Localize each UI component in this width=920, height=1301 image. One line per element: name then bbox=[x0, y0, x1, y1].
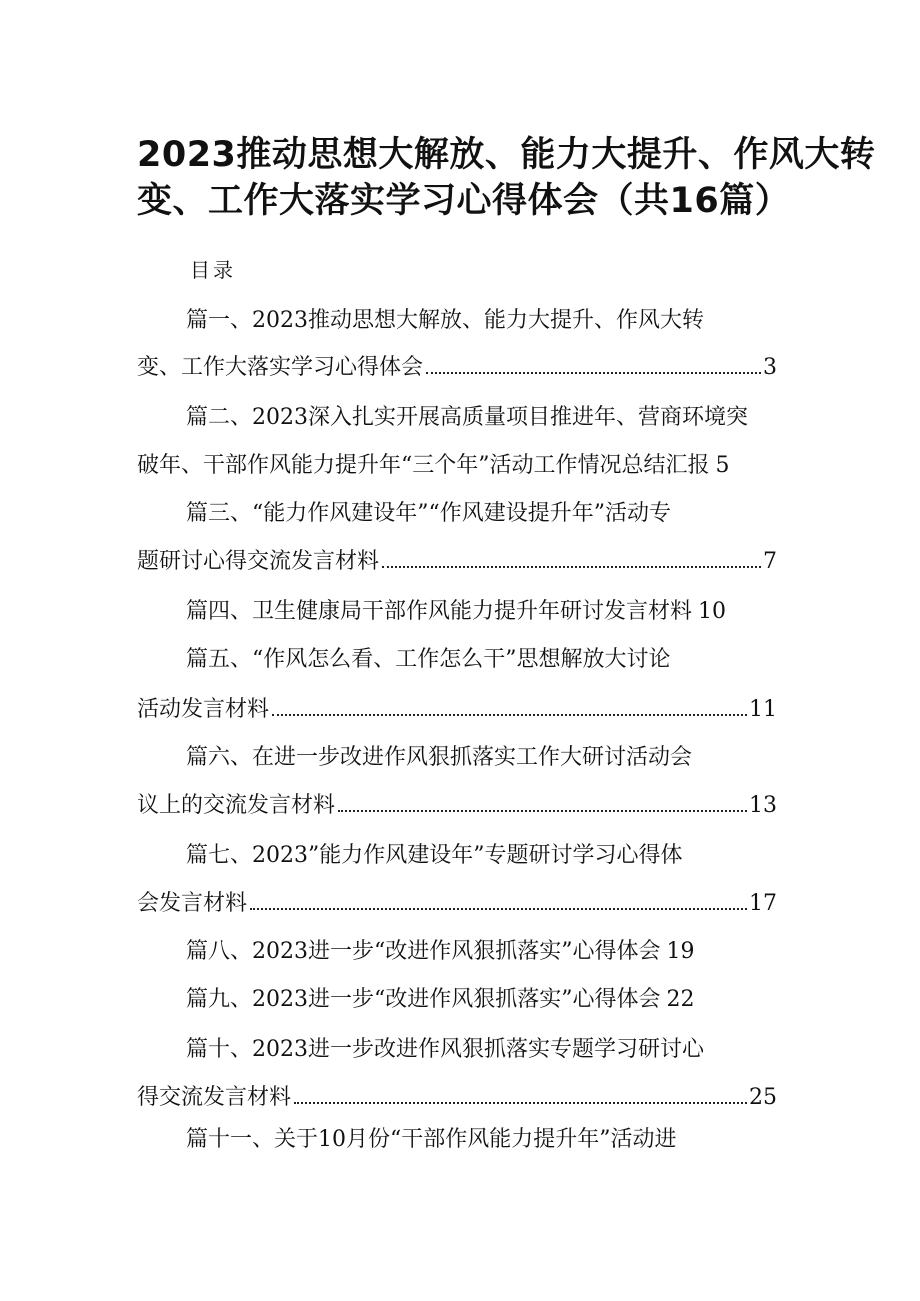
toc-entry-7-line1: 篇七、2023”能力作风建设年”专题研讨学习心得体 bbox=[186, 843, 683, 868]
toc-entry-text: 得交流发言材料 bbox=[137, 1085, 292, 1110]
toc-entry-1-line2 bbox=[137, 353, 777, 383]
toc-entry-text: 会发言材料 bbox=[137, 891, 248, 916]
toc-entry-5-line2 bbox=[137, 695, 777, 725]
toc-entry-2-line2 bbox=[137, 451, 730, 481]
toc-entry-10-line1: 篇十、2023进一步改进作风狠抓落实专题学习研讨心 bbox=[186, 1037, 704, 1062]
toc-entry-text: 篇九、2023进一步“改进作风狠抓落实”心得体会 bbox=[186, 987, 661, 1012]
toc-entry-9 bbox=[186, 985, 694, 1015]
toc-page-number: 3 bbox=[763, 355, 777, 380]
toc-entry-text: 活动发言材料 bbox=[137, 697, 270, 722]
toc-page-number: 13 bbox=[749, 793, 777, 818]
toc-entry-text: 题研讨心得交流发言材料 bbox=[137, 549, 380, 574]
toc-heading: 目录 bbox=[190, 258, 236, 282]
toc-page-number: 25 bbox=[749, 1085, 777, 1110]
toc-entry-text: 变、工作大落实学习心得体会 bbox=[137, 355, 424, 380]
toc-entry-7-line2 bbox=[137, 889, 777, 919]
toc-entry-10-line2 bbox=[137, 1083, 777, 1113]
dot-leader bbox=[426, 371, 761, 374]
toc-entry-3-line1: 篇三、“能力作风建设年”“作风建设提升年”活动专 bbox=[186, 501, 671, 526]
document-title bbox=[137, 132, 876, 224]
toc-entry-6-line2 bbox=[137, 791, 777, 821]
dot-leader bbox=[338, 809, 747, 812]
toc-page-number: 17 bbox=[749, 891, 777, 916]
dot-leader bbox=[250, 907, 747, 910]
toc-page-number: 22 bbox=[666, 987, 695, 1012]
toc-page-number: 10 bbox=[698, 599, 727, 624]
toc-entry-1-line1: 篇一、2023推动思想大解放、能力大提升、作风大转 bbox=[186, 308, 704, 333]
toc-entry-text: 篇四、卫生健康局干部作风能力提升年研讨发言材料 bbox=[186, 599, 693, 624]
toc-entry-3-line2 bbox=[137, 547, 777, 577]
toc-entry-text: 议上的交流发言材料 bbox=[137, 793, 336, 818]
toc-entry-8 bbox=[186, 937, 694, 967]
toc-page-number: 11 bbox=[749, 697, 777, 722]
toc-entry-2-line1: 篇二、2023深入扎实开展高质量项目推进年、营商环境突 bbox=[186, 405, 748, 430]
toc-entry-4 bbox=[186, 597, 726, 627]
title-line-2: 变、工作大落实学习心得体会（共16篇） bbox=[137, 181, 791, 221]
toc-entry-text: 篇八、2023进一步“改进作风狠抓落实”心得体会 bbox=[186, 939, 661, 964]
toc-entry-11-line1: 篇十一、关于10月份“干部作风能力提升年”活动进 bbox=[186, 1127, 677, 1152]
dot-leader bbox=[272, 713, 747, 716]
toc-entry-6-line1: 篇六、在进一步改进作风狠抓落实工作大研讨活动会 bbox=[186, 745, 693, 770]
toc-entry-5-line1: 篇五、“作风怎么看、工作怎么干”思想解放大讨论 bbox=[186, 647, 671, 672]
dot-leader bbox=[294, 1101, 747, 1104]
toc-entry-text: 破年、干部作风能力提升年“三个年”活动工作情况总结汇报 bbox=[137, 453, 710, 478]
toc-page-number: 5 bbox=[715, 453, 730, 478]
toc-page-number: 7 bbox=[763, 549, 777, 574]
dot-leader bbox=[382, 565, 761, 568]
title-line-1: 2023推动思想大解放、能力大提升、作风大转 bbox=[137, 135, 876, 175]
toc-page-number: 19 bbox=[666, 939, 695, 964]
